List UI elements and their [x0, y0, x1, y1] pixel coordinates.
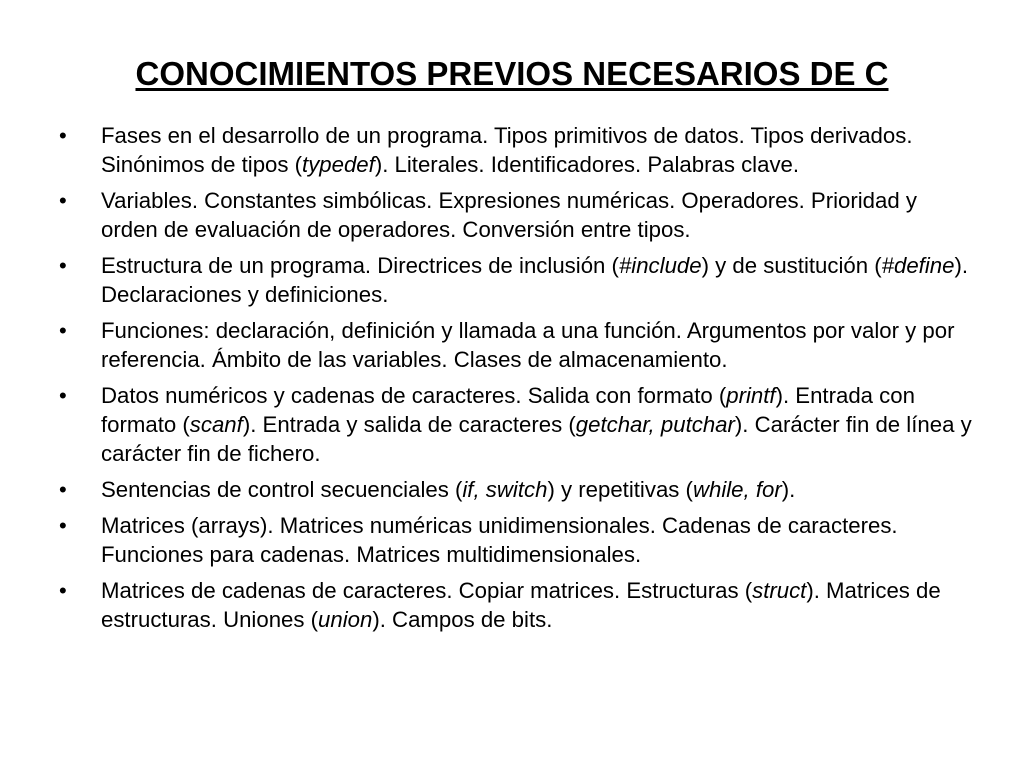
bullet-text-segment: Estructura de un programa. Directrices de inclusión (	[101, 253, 619, 278]
bullet-list	[59, 121, 979, 641]
bullet-text-segment: Variables. Constantes simbólicas. Expresiones numéricas. Operadores. Prioridad y orden de evaluación de operadores. Conversión entre tipos.	[101, 188, 917, 242]
bullet-text-segment: ) y repetitivas (	[547, 477, 693, 502]
bullet-text-segment: ). Matrices de estructuras. Uniones (	[101, 578, 941, 632]
bullet-item	[59, 381, 979, 468]
bullet-item	[59, 511, 979, 569]
slide-title: CONOCIMIENTOS PREVIOS NECESARIOS DE C	[135, 55, 889, 92]
bullet-item	[59, 576, 979, 634]
bullet-text	[101, 253, 968, 307]
bullet-text	[101, 123, 913, 177]
bullet-text-segment: ). Declaraciones y definiciones.	[101, 253, 968, 307]
bullet-text-segment: Fases en el desarrollo de un programa. Tipos primitivos de datos. Tipos derivados. Sinónimos de tipos (	[101, 123, 913, 177]
bullet-item	[59, 186, 979, 244]
bullet-text-segment: Matrices (arrays). Matrices numéricas unidimensionales. Cadenas de caracteres. Funciones para cadenas. Matrices multidimensionales.	[101, 513, 898, 567]
bullet-code-term: if, switch	[462, 477, 548, 502]
bullet-dot-icon: •	[59, 477, 67, 502]
bullet-text-segment: ). Literales. Identificadores. Palabras clave.	[374, 152, 800, 177]
bullet-text-segment: Sentencias de control secuenciales (	[101, 477, 463, 502]
bullet-item	[59, 121, 979, 179]
bullet-text-segment: ). Carácter fin de línea y carácter fin de fichero.	[101, 412, 972, 466]
bullet-text-segment: ). Entrada y salida de caracteres (	[242, 412, 576, 437]
bullet-code-term: getchar, putchar	[575, 412, 735, 437]
bullet-text	[101, 513, 898, 567]
bullet-text-segment: ). Entrada con formato (	[101, 383, 915, 437]
bullet-code-term: while, for	[692, 477, 782, 502]
bullet-code-term: #define	[881, 253, 955, 278]
bullet-code-term: scanf	[189, 412, 243, 437]
bullet-text-segment: ). Campos de bits.	[372, 607, 553, 632]
bullet-text-segment: Funciones: declaración, definición y llamada a una función. Argumentos por valor y por referencia. Ámbito de las variables. Clases de almacenamiento.	[101, 318, 955, 372]
bullet-text	[101, 477, 795, 502]
bullet-code-term: typedef	[302, 152, 375, 177]
bullet-dot-icon: •	[59, 383, 67, 408]
bullet-text-segment: Matrices de cadenas de caracteres. Copiar matrices. Estructuras (	[101, 578, 753, 603]
bullet-text-segment: ).	[781, 477, 796, 502]
bullet-code-term: struct	[752, 578, 807, 603]
bullet-text	[101, 578, 941, 632]
bullet-dot-icon: •	[59, 318, 67, 343]
bullet-dot-icon: •	[59, 253, 67, 278]
bullet-text-segment: ) y de sustitución (	[701, 253, 882, 278]
bullet-item	[59, 251, 979, 309]
bullet-dot-icon: •	[59, 188, 67, 213]
bullet-dot-icon: •	[59, 578, 67, 603]
bullet-item	[59, 316, 979, 374]
bullet-code-term: union	[318, 607, 373, 632]
bullet-text	[101, 383, 972, 466]
bullet-text	[101, 318, 954, 372]
bullet-text-segment: Datos numéricos y cadenas de caracteres. Salida con formato (	[101, 383, 727, 408]
bullet-code-term: printf	[726, 383, 776, 408]
bullet-item	[59, 475, 979, 504]
bullet-dot-icon: •	[59, 513, 67, 538]
bullet-dot-icon: •	[59, 123, 67, 148]
bullet-code-term: #include	[618, 253, 702, 278]
bullet-text	[101, 188, 917, 242]
